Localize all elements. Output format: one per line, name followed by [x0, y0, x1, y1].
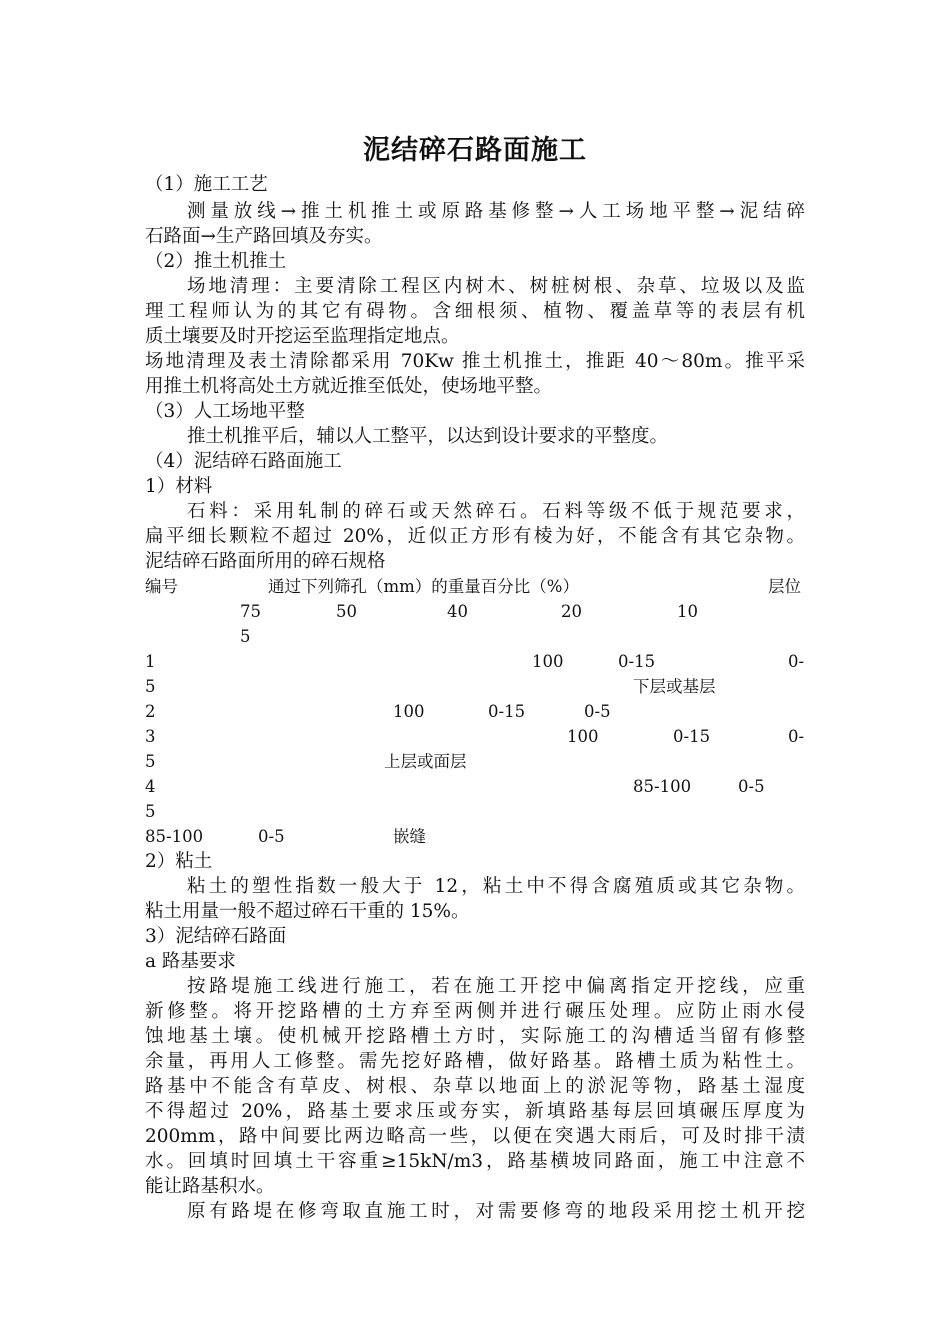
subsection-heading: 3）泥结碎石路面 — [145, 926, 287, 947]
table-cell: 85-100 — [633, 777, 692, 796]
paragraph-line: 推土机推平后，辅以人工整平，以达到设计要求的平整度。 — [187, 426, 669, 447]
table-cell: 0-15 — [673, 727, 711, 746]
paragraph-line: 余量，再用人工修整。需先挖好路槽，做好路基。路槽土质为粘性土。 — [145, 1051, 805, 1072]
table-cell-layer: 嵌缝 — [393, 827, 426, 846]
paragraph-line: 200mm，路中间要比两边略高一些，以便在突遇大雨后，可及时排干渍 — [145, 1126, 805, 1147]
paragraph-line: 路基中不能含有草皮、树根、杂草以地面上的淤泥等物，路基土湿度 — [145, 1076, 805, 1097]
paragraph-line: 石料：采用轧制的碎石或天然碎石。石料等级不低于规范要求， — [187, 501, 805, 522]
document-title: 泥结碎石路面施工 — [363, 135, 587, 166]
table-title: 泥结碎石路面所用的碎石规格 — [145, 551, 386, 572]
table-header-layer: 层位 — [768, 577, 801, 596]
paragraph-line: 粘土的塑性指数一般大于 12，粘土中不得含腐殖质或其它杂物。 — [187, 876, 805, 897]
table-cell: 0- — [788, 652, 805, 671]
sieve-size: 20 — [561, 602, 582, 621]
paragraph-line: 扁平细长颗粒不超过 20%，近似正方形有棱为好，不能含有其它杂物。 — [145, 526, 805, 547]
table-cell: 0-5 — [584, 702, 611, 721]
table-cell: 5 — [145, 677, 156, 696]
subsection-heading: 2）粘土 — [145, 851, 213, 872]
paragraph-line: 理工程师认为的其它有碍物。含细根须、植物、覆盖草等的表层有机 — [145, 301, 805, 322]
paragraph-line: 粘土用量一般不超过碎石干重的 15%。 — [145, 901, 470, 922]
paragraph-line: 按路堤施工线进行施工，若在施工开挖中偏离指定开挖线，应重 — [187, 976, 805, 997]
paragraph-line: 场地清理：主要清除工程区内树木、树桩树根、杂草、垃圾以及监 — [187, 276, 805, 297]
paragraph-line: 水。回填时回填土干容重≥15kN/m3，路基横坡同路面，施工中注意不 — [145, 1151, 805, 1172]
sieve-size: 75 — [240, 602, 261, 621]
table-cell: 100 — [393, 702, 425, 721]
sieve-size: 40 — [447, 602, 468, 621]
table-header-pass: 通过下列筛孔（mm）的重量百分比（%） — [268, 577, 579, 596]
table-header-no: 编号 — [145, 577, 178, 596]
row-number: 4 — [145, 777, 156, 796]
section-heading: （1）施工工艺 — [145, 174, 268, 195]
paragraph-line: 用推土机将高处土方就近推至低处，使场地平整。 — [145, 376, 553, 397]
row-number: 1 — [145, 652, 156, 671]
sieve-size: 5 — [240, 627, 251, 646]
section-heading: （2）推土机推土 — [145, 251, 287, 272]
sieve-size: 50 — [336, 602, 357, 621]
row-number: 3 — [145, 727, 156, 746]
sieve-size: 10 — [677, 602, 698, 621]
paragraph-line: 不得超过 20%，路基土要求压或夯实，新填路基每层回填碾压厚度为 — [145, 1101, 805, 1122]
paragraph-line: 原有路堤在修弯取直施工时，对需要修弯的地段采用挖土机开挖 — [187, 1201, 805, 1222]
table-cell: 5 — [145, 802, 156, 821]
paragraph-line: 场地清理及表土清除都采用 70Kw 推土机推土，推距 40～80m。推平采 — [145, 351, 805, 372]
table-cell-layer: 下层或基层 — [633, 677, 716, 696]
table-cell: 0-15 — [488, 702, 526, 721]
table-cell: 0-5 — [738, 777, 765, 796]
table-cell: 85-100 — [145, 827, 204, 846]
table-cell: 100 — [567, 727, 599, 746]
section-heading: （3）人工场地平整 — [145, 401, 305, 422]
paragraph-line: 石路面→生产路回填及夯实。 — [145, 226, 383, 247]
paragraph-line: 质土壤要及时开挖运至监理指定地点。 — [145, 326, 460, 347]
row-number: 2 — [145, 702, 156, 721]
subsection-heading: 1）材料 — [145, 476, 213, 497]
paragraph-line: 新修整。将开挖路槽的土方弃至两侧并进行碾压处理。应防止雨水侵 — [145, 1001, 805, 1022]
paragraph-line: 能让路基积水。 — [145, 1176, 275, 1197]
table-cell: 0-5 — [258, 827, 285, 846]
table-cell-layer: 上层或面层 — [384, 752, 467, 771]
paragraph-line: 测量放线→推土机推土或原路基修整→人工场地平整→泥结碎 — [187, 201, 805, 222]
subsection-heading: a 路基要求 — [145, 951, 236, 972]
table-cell: 0- — [788, 727, 805, 746]
table-cell: 5 — [145, 752, 156, 771]
table-cell: 100 — [532, 652, 564, 671]
paragraph-line: 蚀地基土壤。使机械开挖路槽土方时，实际施工的沟槽适当留有修整 — [145, 1026, 805, 1047]
table-cell: 0-15 — [618, 652, 656, 671]
section-heading: （4）泥结碎石路面施工 — [145, 451, 342, 472]
